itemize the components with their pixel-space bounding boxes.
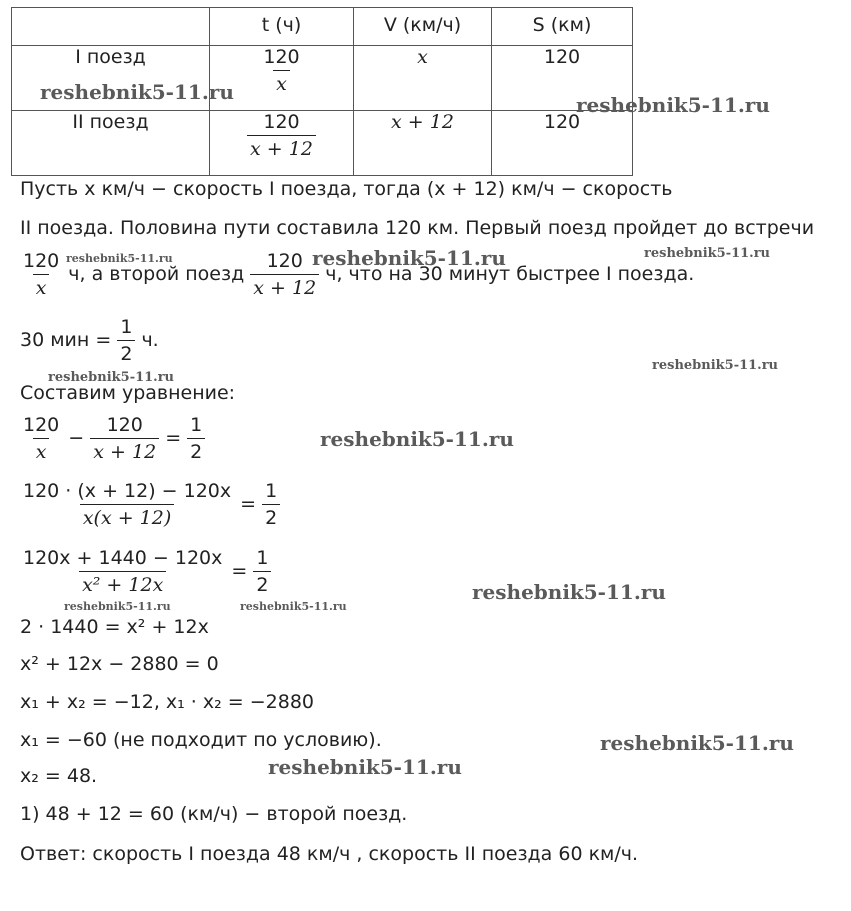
fraction (187, 414, 205, 463)
time-cell (210, 111, 354, 176)
equation-4: 2 · 1440 = x² + 12x (20, 616, 209, 638)
equation-5: x² + 12x − 2880 = 0 (20, 653, 219, 675)
fraction-numerator: 1 (190, 414, 203, 436)
distance-cell: 120 (492, 111, 633, 176)
fraction-numerator: 120 (23, 250, 60, 272)
watermark: reshebnik5-11.ru (312, 246, 506, 270)
watermark: reshebnik5-11.ru (652, 358, 779, 373)
watermark: reshebnik5-11.ru (472, 580, 666, 604)
fraction-denominator: x (33, 438, 50, 463)
fraction (90, 414, 159, 463)
fraction-half (117, 316, 135, 365)
text-line-1: Пусть x км/ч − скорость I поезда, тогда (x + 12) км/ч − скорость (20, 178, 673, 200)
fraction-numerator: 1 (256, 547, 269, 569)
watermark: reshebnik5-11.ru (240, 600, 347, 613)
operator: = (159, 427, 188, 449)
fraction-numerator: 1 (120, 316, 133, 338)
distance-cell: 120 (492, 46, 633, 111)
header-empty (12, 8, 210, 46)
fraction-denominator: x (33, 274, 50, 299)
fraction-numerator: 120 (263, 46, 300, 68)
fraction (262, 480, 280, 529)
text-line-5: Составим уравнение: (20, 382, 236, 404)
table-row (12, 111, 633, 176)
watermark: reshebnik5-11.ru (268, 755, 462, 779)
operator: − (62, 427, 91, 449)
equation-6: x₁ + x₂ = −12, x₁ · x₂ = −2880 (20, 691, 315, 713)
fraction-denominator: x(x + 12) (80, 504, 174, 529)
fraction-numerator: 120x + 1440 − 120x (23, 547, 223, 569)
fraction-denominator: x² + 12x (79, 571, 166, 596)
watermark: reshebnik5-11.ru (600, 731, 794, 755)
equation-1 (20, 414, 205, 463)
header-time: t (ч) (210, 8, 354, 46)
row-label: II поезд (12, 111, 210, 176)
answer-line: Ответ: скорость I поезда 48 км/ч , скорость II поезда 60 км/ч. (20, 843, 639, 865)
speed-cell: x + 12 (354, 111, 492, 176)
watermark: reshebnik5-11.ru (320, 427, 514, 451)
table-header-row (12, 8, 633, 46)
watermark: reshebnik5-11.ru (576, 93, 770, 117)
text-line-2: II поезда. Половина пути составила 120 км. Первый поезд пройдет до встречи (20, 217, 815, 239)
watermark: reshebnik5-11.ru (66, 252, 173, 265)
fraction-denominator: 2 (117, 340, 135, 365)
fraction-numerator: 120 (23, 414, 60, 436)
fraction-numerator: 120 (263, 111, 300, 133)
speed-cell: x (354, 46, 492, 111)
equation-3 (20, 547, 271, 596)
watermark: reshebnik5-11.ru (48, 370, 175, 385)
fraction-numerator: 120 (106, 414, 143, 436)
fraction-denominator: x + 12 (90, 438, 159, 463)
fraction (20, 480, 234, 529)
fraction-t1 (20, 250, 62, 299)
fraction-denominator: 2 (262, 504, 280, 529)
watermark: reshebnik5-11.ru (644, 246, 771, 261)
watermark: reshebnik5-11.ru (40, 80, 234, 104)
text-segment: 30 мин = (20, 329, 118, 351)
time-fraction (247, 111, 316, 160)
time-fraction (260, 46, 302, 95)
fraction-denominator: 2 (187, 438, 205, 463)
fraction-t2 (250, 250, 319, 299)
fraction-denominator: x + 12 (247, 135, 316, 160)
operator: = (225, 560, 254, 582)
row-label: I поезд (12, 46, 210, 111)
equation-2 (20, 480, 280, 529)
fraction-numerator: 120 · (x + 12) − 120x (23, 480, 232, 502)
text-segment: ч, что на 30 минут быстрее I поезда. (319, 263, 695, 285)
text-line-4 (20, 316, 159, 365)
fraction (20, 547, 225, 596)
watermark: reshebnik5-11.ru (64, 600, 171, 613)
text-segment: ч, а второй поезд (62, 263, 251, 285)
equation-9: 1) 48 + 12 = 60 (км/ч) − второй поезд. (20, 803, 408, 825)
header-distance: S (км) (492, 8, 633, 46)
fraction-denominator: x + 12 (250, 274, 319, 299)
equation-7: x₁ = −60 (не подходит по условию). (20, 729, 382, 751)
header-speed: V (км/ч) (354, 8, 492, 46)
operator: = (234, 493, 263, 515)
fraction-denominator: 2 (253, 571, 271, 596)
fraction (20, 414, 62, 463)
fraction-denominator: x (273, 70, 290, 95)
text-segment: ч. (135, 329, 159, 351)
fraction (253, 547, 271, 596)
equation-8: x₂ = 48. (20, 765, 98, 787)
fraction-numerator: 1 (265, 480, 278, 502)
fraction-numerator: 120 (266, 250, 303, 272)
